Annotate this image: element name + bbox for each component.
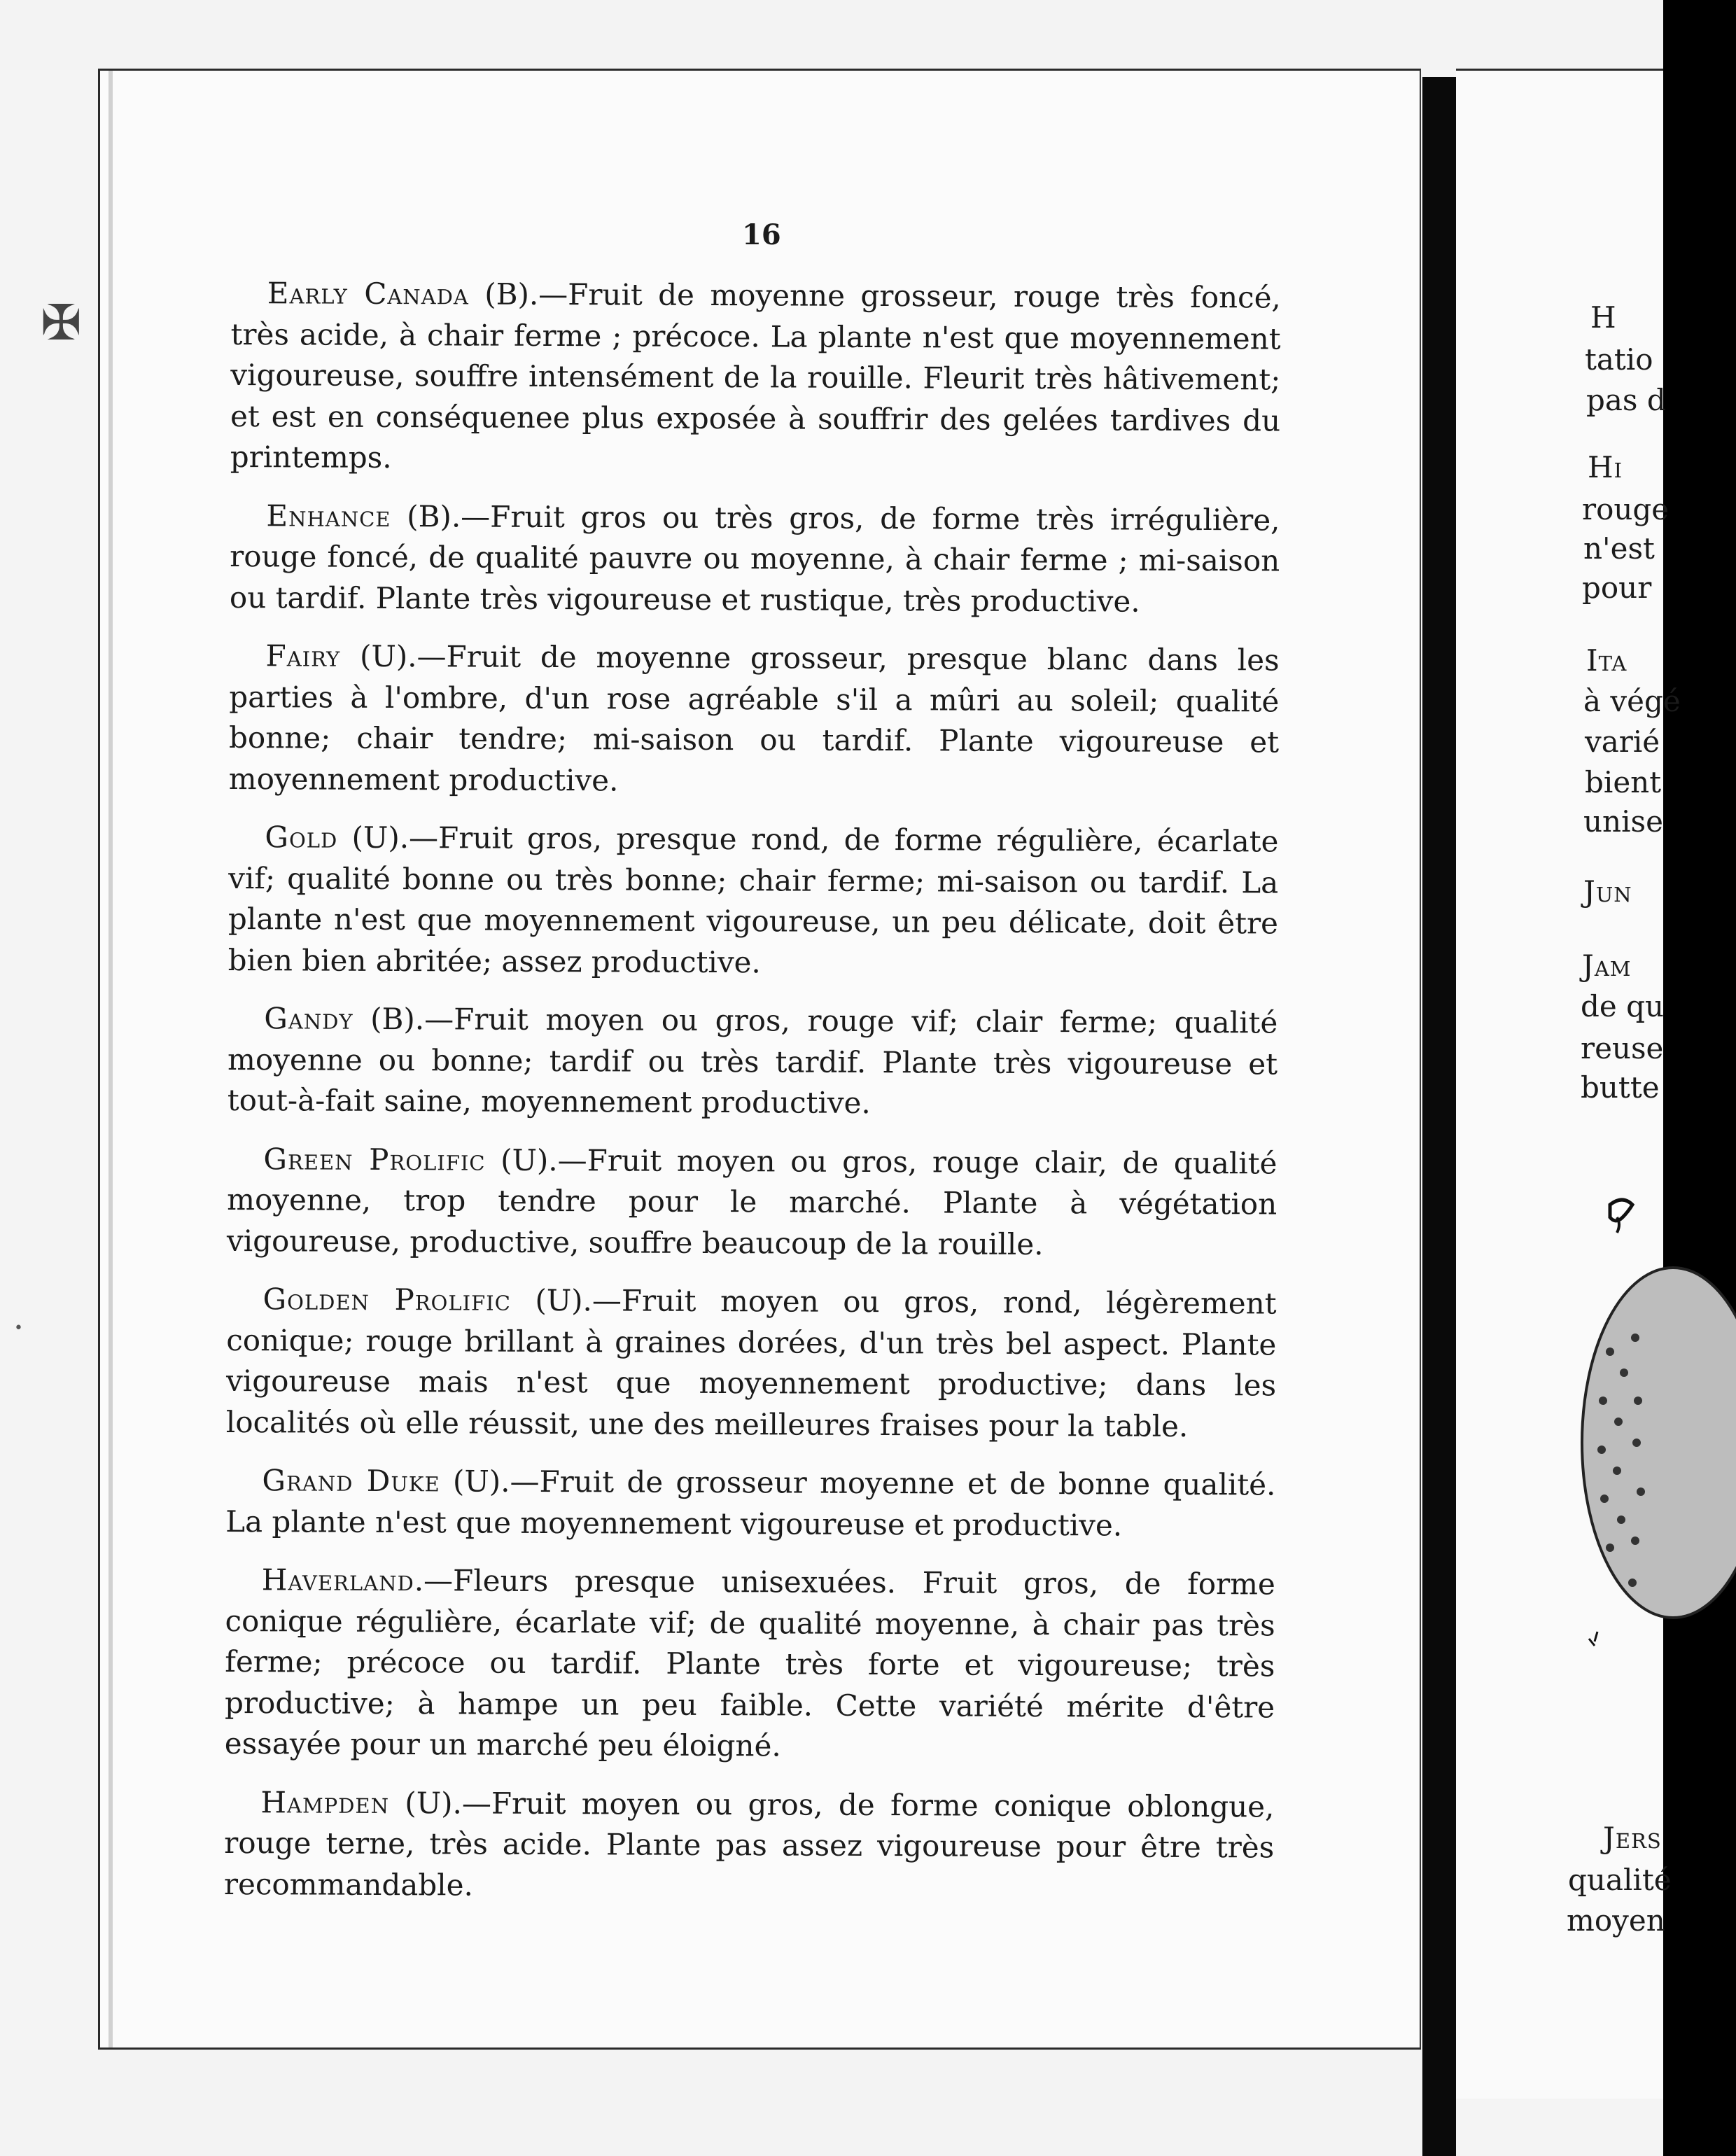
- variety-description: .—Fleurs presque unisexuées. Fruit gros, de forme conique régulière, écarlate vif; de qualité moyenne, à chair pas très ferme; précoce ou tardif. Plante très forte et vigoureuse; très productive; à hampe un peu faible. Cette variété mérite d'être essayée pour un marché peu éloigné.: [224, 1563, 1275, 1763]
- entry-haverland: [225, 1560, 1275, 1769]
- fragment: H: [1590, 300, 1616, 335]
- entry-fairy: [229, 636, 1280, 804]
- variety-description: (U).—Fruit de moyenne grosseur, presque blanc dans les parties à l'ombre, d'un rose agréable s'il a mûri au soleil; qualité bonne; chair tendre; mi-saison ou tardif. Plante vigoureuse et moyennement productive.: [228, 638, 1280, 797]
- variety-description: (B).—Fruit moyen ou gros, rouge vif; clair ferme; qualité moyenne ou bonne; tardif ou très tardif. Plante très vigoureuse et tout-à-fait saine, moyennement productive.: [227, 1001, 1278, 1120]
- entry-gold: [228, 817, 1279, 986]
- fragment: tatio: [1585, 342, 1653, 377]
- fragment: varié: [1585, 724, 1660, 759]
- variety-description: (B).—Fruit gros ou très gros, de forme très irrégulière, rouge foncé, de qualité pauvre ou moyenne, à chair ferme ; mi-saison ou tardif. Plante très vigoureuse et rustique, très productive.: [229, 498, 1280, 619]
- fragment: Jam: [1582, 948, 1632, 983]
- entry-gandy: [227, 998, 1278, 1126]
- entry-green-prolific: [227, 1138, 1278, 1266]
- variety-description: (U).—Fruit moyen ou gros, rond, légèrement conique; rouge brillant à graines dorées, d'un très bel aspect. Plante vigoureuse mais n'est que moyennement productive; dans les localités où elle réussit, une des meilleures fraises pour la table.: [225, 1282, 1277, 1443]
- variety-name: Early Canada: [267, 276, 469, 312]
- fragment: bient: [1585, 765, 1662, 799]
- entry-hampden: [224, 1782, 1275, 1909]
- page-number: 16: [742, 218, 781, 251]
- entry-grand-duke: [225, 1460, 1275, 1547]
- fragment: pour: [1582, 570, 1652, 605]
- document-body: [224, 273, 1281, 1927]
- book-gutter: [1422, 77, 1456, 2156]
- right-page: [1456, 69, 1681, 2099]
- variety-description: (B).—Fruit de moyenne grosseur, rouge très foncé, très acide, à chair ferme ; précoce. La plante n'est que moyennement vigoureuse, souffre intensément de la rouille. Fleurit très hâtivement; et est en conséquenee plus exposée à souffrir des gelées tardives du printemps.: [230, 276, 1281, 475]
- variety-description: (U).—Fruit moyen ou gros, de forme conique oblongue, rouge terne, très acide. Plante pas assez vigoureuse pour être très recommandable.: [223, 1785, 1275, 1903]
- variety-name: Golden Prolific: [262, 1282, 511, 1317]
- variety-name: Hampden: [260, 1784, 390, 1820]
- variety-name: Green Prolific: [263, 1141, 486, 1177]
- fragment: Hi: [1588, 450, 1623, 484]
- fragment: rouge: [1582, 492, 1670, 526]
- variety-name: Gold: [265, 820, 338, 855]
- variety-description: (U).—Fruit de grosseur moyenne et de bonne qualité. La plante n'est que moyennement vigoureuse et productive.: [225, 1464, 1276, 1543]
- fragment: Jers: [1603, 1821, 1662, 1855]
- fragment: unise: [1583, 804, 1663, 839]
- fragment: n'est: [1583, 531, 1655, 566]
- entry-golden-prolific: [226, 1279, 1277, 1448]
- fragment: Jun: [1583, 874, 1632, 909]
- variety-description: (U).—Fruit moyen ou gros, rouge clair, de qualité moyenne, trop tendre pour le marché. Plante à végétation vigoureuse, productive, souffre beaucoup de la rouille.: [226, 1142, 1278, 1261]
- variety-name: Fairy: [265, 638, 341, 673]
- strawberry-illustration: [1568, 1191, 1736, 1695]
- margin-mark: ✠: [41, 294, 82, 351]
- fragment: qualité: [1568, 1863, 1672, 1897]
- fragment: à végé: [1583, 684, 1681, 718]
- scan-top-margin: [0, 0, 1663, 70]
- fragment: moyen: [1567, 1903, 1665, 1938]
- right-page-text-fragments: [1456, 71, 1681, 2099]
- fragment: butte: [1581, 1070, 1660, 1105]
- fragment: reuse: [1581, 1031, 1664, 1065]
- fragment: Ita: [1586, 643, 1628, 678]
- scan-bottom-margin: [0, 2050, 1422, 2156]
- fragment: pas d: [1586, 383, 1666, 417]
- variety-name: Grand Duke: [262, 1463, 440, 1499]
- variety-name: Gandy: [264, 1001, 354, 1036]
- entry-early-canada: [230, 273, 1281, 482]
- variety-description: (U).—Fruit gros, presque rond, de forme régulière, écarlate vif; qualité bonne ou très bonne; chair ferme; mi-saison ou tardif. La plante n'est que moyennement vigoureuse, un peu délicate, doit être bien bien abritée; assez productive.: [227, 820, 1279, 979]
- variety-name: Haverland: [261, 1562, 414, 1598]
- variety-name: Enhance: [266, 498, 391, 533]
- fragment: de qu: [1581, 989, 1665, 1023]
- margin-dot: •: [14, 1320, 23, 1337]
- entry-enhance: [230, 495, 1280, 622]
